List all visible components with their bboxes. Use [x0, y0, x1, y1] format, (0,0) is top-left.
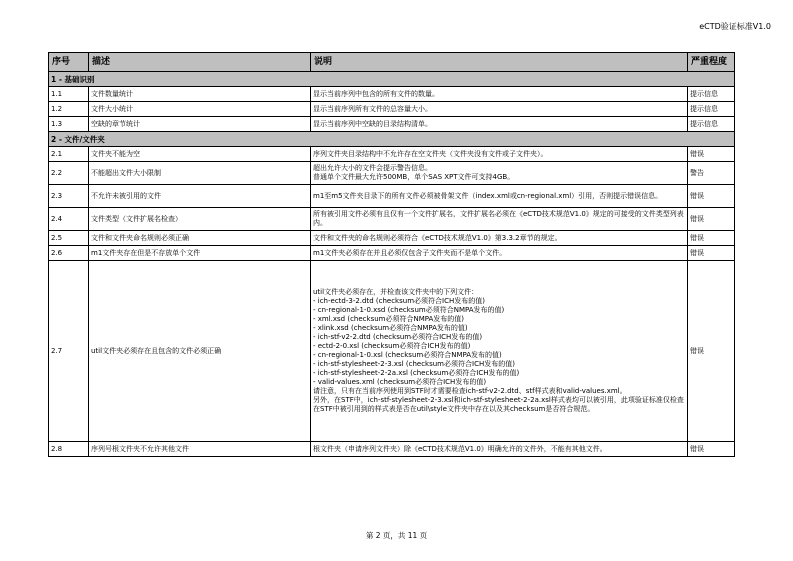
row-number: 2.5 [49, 231, 89, 246]
table-row [49, 102, 735, 117]
row-description: 文件大小统计 [89, 102, 311, 117]
table-header-row [49, 53, 735, 72]
table-row [49, 208, 735, 231]
row-number: 1.2 [49, 102, 89, 117]
row-description: 不允许未被引用的文件 [89, 185, 311, 208]
row-description: 文件数量统计 [89, 87, 311, 102]
table-row [49, 246, 735, 261]
row-severity: 提示信息 [688, 102, 735, 117]
column-header-severity: 严重程度 [688, 53, 735, 72]
row-severity: 提示信息 [688, 87, 735, 102]
row-number: 2.4 [49, 208, 89, 231]
row-number: 2.8 [49, 442, 89, 457]
table-row [49, 261, 735, 442]
document-header-title: eCTD验证标准V1.0 [699, 22, 771, 31]
validation-criteria-table [48, 52, 735, 457]
row-number: 1.3 [49, 117, 89, 132]
row-description: 文件类型（文件扩展名检查） [89, 208, 311, 231]
row-explanation: 根文件夹（申请序列文件夹）除《eCTD技术规范V1.0》明确允许的文件外，不能有其他文件。 [311, 442, 688, 457]
row-description: 文件夹不能为空 [89, 147, 311, 162]
row-explanation: 显示当前序列所有文件的总容量大小。 [311, 102, 688, 117]
row-severity: 错误 [688, 185, 735, 208]
row-number: 2.2 [49, 162, 89, 185]
row-severity: 错误 [688, 442, 735, 457]
row-severity: 错误 [688, 147, 735, 162]
section-title: 2 - 文件/文件夹 [49, 132, 735, 147]
row-explanation: 超出允许大小的文件会提示警告信息。 普通单个文件最大允许500MB，单个SAS XPT文件可支持4GB。 [311, 162, 688, 185]
row-explanation: 显示当前序列中包含的所有文件的数量。 [311, 87, 688, 102]
section-title: 1 - 基础识别 [49, 72, 735, 87]
column-header-number: 序号 [49, 53, 89, 72]
row-number: 1.1 [49, 87, 89, 102]
row-explanation: util文件夹必须存在，并检查该文件夹中的下列文件： - ich-ectd-3-2.dtd (checksum必须符合ICH发布的值) - cn-regional-1-0.xsd (checksum必须符合NMPA发布的值) - xml.xsd (checksum必须符合NMPA发布的值) - xlink.xsd (checksum必须符合NMPA发布的值) - ich-stf-v2-2.dtd (checksum必须符合ICH发布的值) - ectd-2-0.xsl (checksum必须符合ICH发布的值) - cn-regional-1-0.xsl (checksum必须符合NMPA发布的值) - ich-stf-stylesheet-2-3.xsl (checksum必须符合ICH发布的值) - ich-stf-stylesheet-2-2a.xsl (checksum必须符合ICH发布的值) - valid-values.xml (checksum必须符合ICH发布的值) 请注意，只有在当前序列使用到STF时才需要检查ich-stf-v2-2.dtd、stf样式表和valid-values.xml。 另外，在STF中，ich-stf-stylesheet-2-3.xsl和ich-stf-stylesheet-2-2a.xsl样式表均可以被引用，此项验证标准仅检查在STF中被引用到的样式表是否在util\style文件夹中存在以及其checksum是否符合规范。 [311, 261, 688, 442]
row-description: 空缺的章节统计 [89, 117, 311, 132]
row-severity: 错误 [688, 261, 735, 442]
row-explanation: m1至m5文件夹目录下的所有文件必须被骨架文件（index.xml或cn-regional.xml）引用，否则提示错误信息。 [311, 185, 688, 208]
row-number: 2.6 [49, 246, 89, 261]
row-severity: 错误 [688, 231, 735, 246]
table-row [49, 231, 735, 246]
table-row [49, 442, 735, 457]
row-explanation: 所有被引用文件必须有且仅有一个文件扩展名，文件扩展名必须在《eCTD技术规范V1.0》规定的可接受的文件类型列表内。 [311, 208, 688, 231]
row-description: util文件夹必须存在且包含的文件必须正确 [89, 261, 311, 442]
row-severity: 错误 [688, 246, 735, 261]
section-row-files-folders [49, 132, 735, 147]
table-row [49, 87, 735, 102]
row-number: 2.1 [49, 147, 89, 162]
column-header-explanation: 说明 [311, 53, 688, 72]
table-row [49, 162, 735, 185]
row-number: 2.7 [49, 261, 89, 442]
row-description: 不能超出文件大小限制 [89, 162, 311, 185]
row-severity: 警告 [688, 162, 735, 185]
table-row [49, 147, 735, 162]
column-header-description: 描述 [89, 53, 311, 72]
row-explanation: 显示当前序列中空缺的目录结构清单。 [311, 117, 688, 132]
row-explanation: m1文件夹必须存在并且必须仅包含子文件夹而不是单个文件。 [311, 246, 688, 261]
row-description: 序列号根文件夹不允许其他文件 [89, 442, 311, 457]
table-row [49, 117, 735, 132]
row-severity: 提示信息 [688, 117, 735, 132]
table-row [49, 185, 735, 208]
row-description: 文件和文件夹命名规则必须正确 [89, 231, 311, 246]
section-row-basic [49, 72, 735, 87]
row-severity: 错误 [688, 208, 735, 231]
page-number: 第 2 页，共 11 页 [365, 531, 428, 540]
row-explanation: 文件和文件夹的命名规则必须符合《eCTD技术规范V1.0》第3.3.2章节的规定。 [311, 231, 688, 246]
row-explanation: 序列文件夹目录结构中不允许存在空文件夹（文件夹没有文件或子文件夹）。 [311, 147, 688, 162]
row-description: m1文件夹存在但是不存放单个文件 [89, 246, 311, 261]
row-number: 2.3 [49, 185, 89, 208]
